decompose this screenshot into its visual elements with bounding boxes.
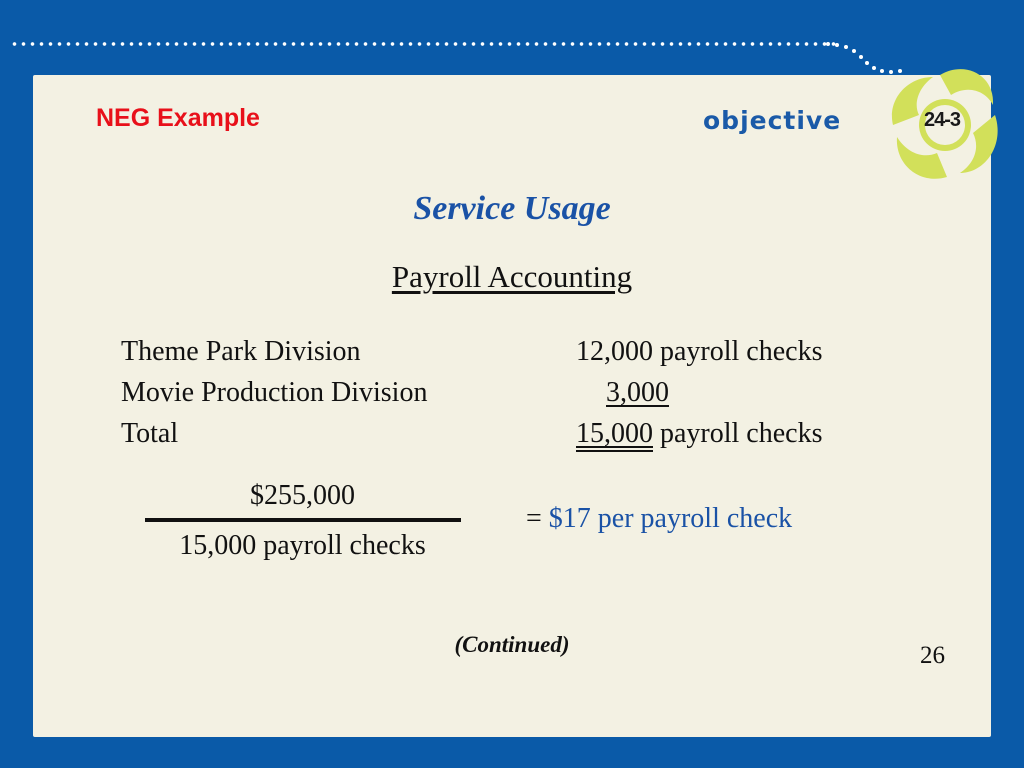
row-amount-movie-production: 3,000 bbox=[606, 377, 669, 408]
row-label-movie-production: Movie Production Division bbox=[121, 377, 428, 408]
section-subheading: Payroll Accounting bbox=[391, 259, 633, 294]
result-value: $17 per payroll check bbox=[548, 503, 793, 534]
row-value-theme-park bbox=[576, 336, 823, 368]
row-unit: payroll checks bbox=[660, 418, 823, 449]
slide-title: NEG Example bbox=[96, 104, 260, 132]
continued-note: (Continued) bbox=[454, 632, 570, 657]
fraction-denominator: 15,000 payroll checks bbox=[179, 530, 426, 561]
equals-sign: = bbox=[526, 503, 542, 534]
row-amount: 12,000 bbox=[576, 336, 653, 367]
row-amount: 15,000 bbox=[576, 418, 653, 449]
objective-number: 24-3 bbox=[924, 109, 961, 131]
row-value-total bbox=[576, 418, 823, 450]
section-heading: Service Usage bbox=[413, 190, 611, 227]
fraction-numerator: $255,000 bbox=[250, 480, 355, 511]
objective-label: objective bbox=[703, 106, 842, 135]
result-line bbox=[526, 503, 792, 535]
fraction-bar bbox=[145, 518, 461, 522]
page-number: 26 bbox=[920, 642, 945, 669]
dotted-line-decoration bbox=[10, 41, 840, 47]
row-unit: payroll checks bbox=[660, 336, 823, 367]
row-label-total: Total bbox=[121, 418, 179, 449]
row-label-theme-park: Theme Park Division bbox=[121, 336, 361, 367]
